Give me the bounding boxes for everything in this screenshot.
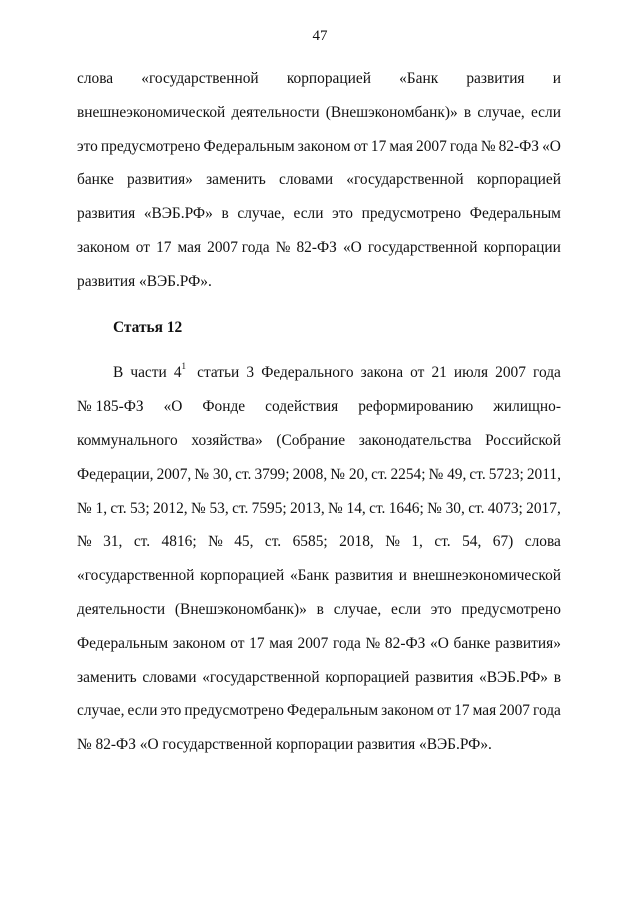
text-line: Федерации, 2007, № 30, ст. 3799; 2008, № 20, ст. 2254; № 49, ст. 5723; 2011,: [77, 465, 561, 483]
text-line: деятельности (Внешэкономбанк)» в случае, если это предусмотрено: [77, 600, 561, 618]
text-line: развития «ВЭБ.РФ» в случае, если это предусмотрено Федеральным: [77, 205, 561, 223]
text-line: Федеральным законом от 17 мая 2007 года № 82-ФЗ «О банке развития»: [77, 634, 561, 652]
text-line: № 1, ст. 53; 2012, № 53, ст. 7595; 2013, № 14, ст. 1646; № 30, ст. 4073; 2017,: [77, 499, 561, 517]
paragraph-2-last-line: № 82-ФЗ «О государственной корпорации развития «ВЭБ.РФ».: [77, 736, 492, 754]
page-number: 47: [312, 28, 328, 44]
paragraph-2-first-line: В части $4^1$ статьи 3 Федерального закона от 21 июля 2007 года: [113, 361, 561, 382]
text-line: банке развития» заменить словами «государственной корпорацией: [77, 171, 561, 189]
text-line: слова «государственной корпорацией «Банк развития и: [77, 70, 561, 87]
text-line: коммунального хозяйства» (Собрание законодательства Российской: [77, 431, 561, 449]
paragraph-1-last-line: развития «ВЭБ.РФ».: [77, 272, 212, 290]
text-line: законом от 17 мая 2007 года № 82-ФЗ «О государственной корпорации: [77, 238, 561, 256]
paragraph-2: [77, 390, 561, 728]
text-line: внешнеэкономической деятельности (Внешэкономбанк)» в случае, если: [77, 103, 561, 121]
text-line: № 31, ст. 4816; № 45, ст. 6585; 2018, № 1, ст. 54, 67) слова: [77, 533, 561, 551]
text-line: случае, если это предусмотрено Федеральным законом от 17 мая 2007 года: [77, 702, 561, 720]
text-line: № 185-ФЗ «О Фонде содействия реформированию жилищно-: [77, 398, 561, 416]
document-body: [77, 62, 561, 762]
text-line: «государственной корпорацией «Банк развития и внешнеэкономической: [77, 567, 561, 585]
text-line: это предусмотрено Федеральным законом от 17 мая 2007 года № 82-ФЗ «О: [77, 137, 561, 155]
article-heading: Статья 12: [113, 318, 183, 336]
text-line: заменить словами «государственной корпорацией развития «ВЭБ.РФ» в: [77, 668, 561, 686]
paragraph-1: [77, 62, 561, 265]
